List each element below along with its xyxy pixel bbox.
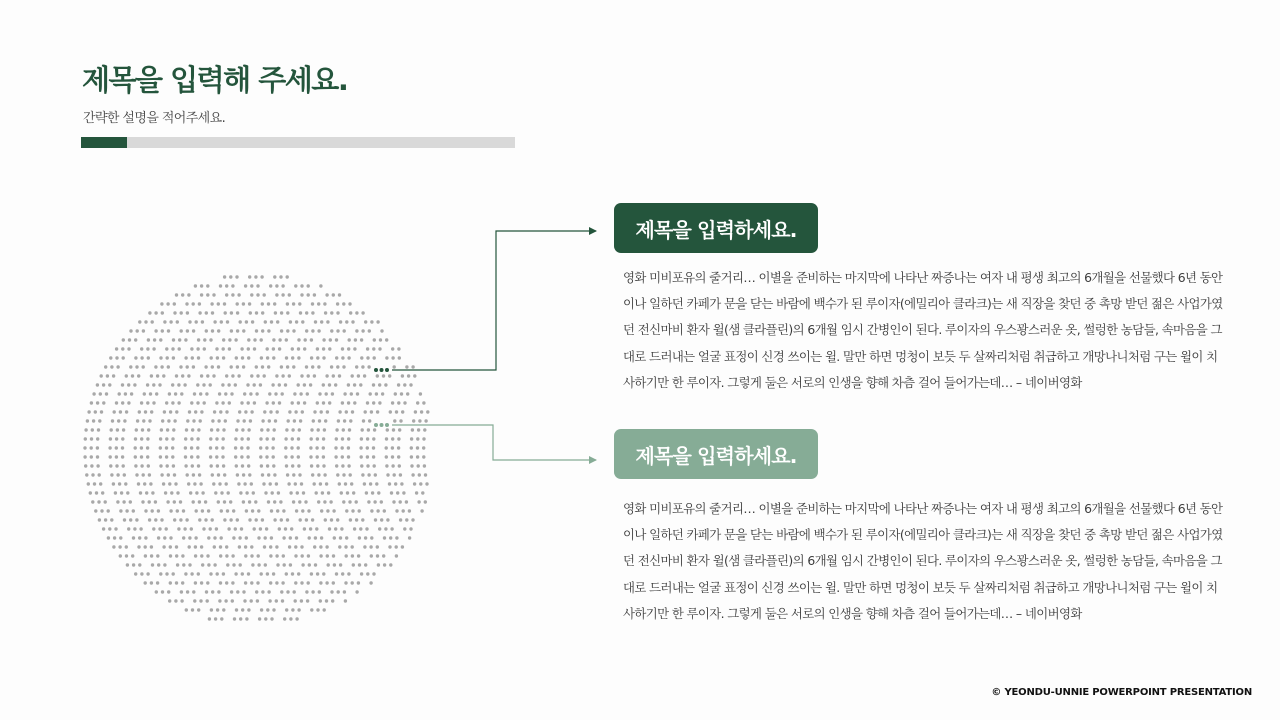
item-2-title-box (614, 429, 818, 479)
dotted-sphere-graphic (0, 0, 460, 660)
item-1-title-box (614, 203, 818, 253)
slide-title: 제목을 입력해 주세요. (82, 63, 348, 97)
item-1-title: 제목을 입력하세요. (635, 217, 797, 242)
item-2-title: 제목을 입력하세요. (635, 443, 797, 468)
copyright-footer: © YEONDU-UNNIE POWERPOINT PRESENTATION (991, 687, 1252, 698)
slide-subtitle: 간략한 설명을 적어주세요. (83, 111, 226, 126)
item-1-description: 영화 미비포유의 줄거리… 이별을 준비하는 마지막에 나타난 짜증나는 여자 내 평생 최고의 6개월을 선물했다 6년 동안이나 일하던 카페가 문을 닫는 바람에 백수가 된 루이자(에밀리아 클라크)는 새 직장을 찾던 중 촉망 받던 젊은 사업가였던 전신마비 환자 윌(샘 클라플린)의 6개월 임시 간병인이 된다. 루이자의 우스꽝스러운 옷, 썰렁한 농담들, 속마음을 그대로 드러내는 얼굴 표정이 신경 쓰이는 윌. 말만 하면 멍청이 보듯 두 살짜리처럼 취급하고 개망나니처럼 구는 윌이 치사하기만 한 루이자. 그렇게 둘은 서로의 인생을 향해 차츰 걸어 들어가는데… – 네이버영화 (623, 270, 1223, 390)
item-2-description: 영화 미비포유의 줄거리… 이별을 준비하는 마지막에 나타난 짜증나는 여자 내 평생 최고의 6개월을 선물했다 6년 동안이나 일하던 카페가 문을 닫는 바람에 백수가 된 루이자(에밀리아 클라크)는 새 직장을 찾던 중 촉망 받던 젊은 사업가였던 전신마비 환자 윌(샘 클라플린)의 6개월 임시 간병인이 된다. 루이자의 우스꽝스러운 옷, 썰렁한 농담들, 속마음을 그대로 드러내는 얼굴 표정이 신경 쓰이는 윌. 말만 하면 멍청이 보듯 두 살짜리처럼 취급하고 개망나니처럼 구는 윌이 치사하기만 한 루이자. 그렇게 둘은 서로의 인생을 향해 차츰 걸어 들어가는데… – 네이버영화 (623, 501, 1223, 621)
